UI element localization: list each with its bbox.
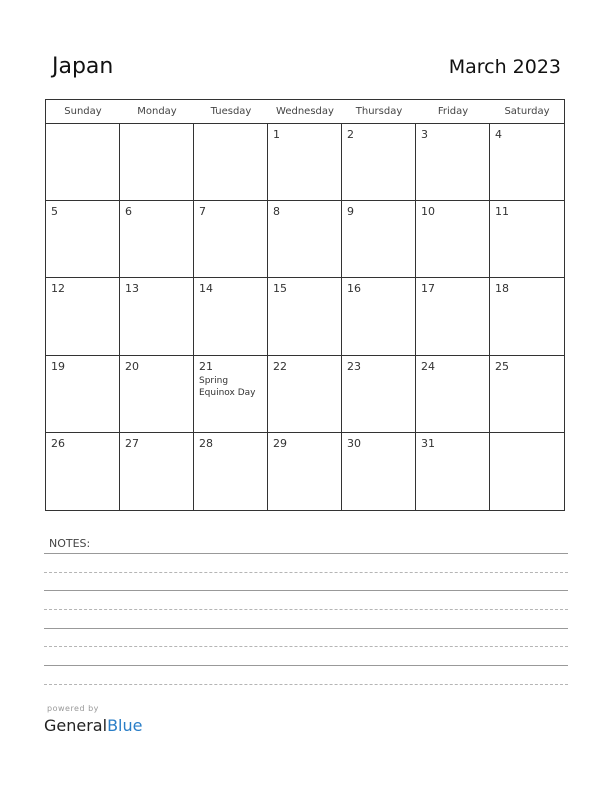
notes-line-dashed — [44, 646, 568, 647]
notes-line — [44, 590, 568, 591]
notes-line-dashed — [44, 684, 568, 685]
day-cell[interactable] — [120, 433, 194, 510]
day-cell[interactable] — [342, 356, 416, 433]
day-cell[interactable] — [194, 356, 268, 433]
day-number: 23 — [347, 359, 361, 373]
day-number: 4 — [495, 128, 502, 141]
weekday-header-sunday: Sunday — [46, 100, 120, 124]
weekday-header-wednesday: Wednesday — [268, 100, 342, 124]
notes-label: NOTES: — [49, 537, 91, 550]
country-title: Japan — [52, 54, 114, 79]
day-number: 14 — [199, 282, 213, 296]
day-number: 25 — [495, 359, 509, 373]
calendar-grid — [45, 99, 565, 511]
day-number: 20 — [125, 359, 139, 373]
notes-line — [44, 665, 568, 666]
notes-line — [44, 628, 568, 629]
day-number: 24 — [421, 359, 435, 373]
day-number: 8 — [273, 205, 280, 219]
day-cell[interactable] — [490, 356, 564, 433]
day-number: 18 — [495, 282, 509, 296]
day-cell[interactable] — [342, 278, 416, 355]
day-cell[interactable] — [194, 201, 268, 278]
day-cell[interactable] — [342, 433, 416, 510]
day-cell[interactable] — [120, 201, 194, 278]
day-number: 5 — [51, 205, 58, 219]
day-cell[interactable] — [490, 201, 564, 278]
day-cell[interactable] — [490, 124, 564, 201]
day-cell[interactable] — [416, 356, 490, 433]
weekday-header-friday: Friday — [416, 100, 490, 124]
day-number: 17 — [421, 282, 435, 296]
day-cell[interactable] — [268, 124, 342, 201]
day-number: 12 — [51, 282, 65, 296]
generalblue-logo[interactable] — [44, 716, 142, 735]
day-number: 1 — [273, 128, 280, 141]
day-cell[interactable] — [120, 124, 194, 201]
day-number: 11 — [495, 205, 509, 219]
day-number: 13 — [125, 282, 139, 296]
day-number: 15 — [273, 282, 287, 296]
day-number: 19 — [51, 359, 65, 373]
day-number: 28 — [199, 436, 213, 450]
day-number: 10 — [421, 205, 435, 219]
day-cell[interactable] — [194, 278, 268, 355]
day-cell[interactable] — [268, 278, 342, 355]
day-cell[interactable] — [416, 124, 490, 201]
notes-line-dashed — [44, 609, 568, 610]
powered-by-label: powered by — [47, 704, 99, 713]
day-number: 7 — [199, 205, 206, 219]
day-cell[interactable] — [46, 278, 120, 355]
day-number: 3 — [421, 128, 428, 141]
day-cell[interactable] — [268, 201, 342, 278]
day-cell[interactable] — [194, 433, 268, 510]
brand-general-text: General — [44, 716, 108, 735]
weekday-header-saturday: Saturday — [490, 100, 564, 124]
day-number: 31 — [421, 436, 435, 450]
brand-blue-text: Blue — [107, 716, 143, 735]
notes-line-dashed — [44, 572, 568, 573]
weekday-header-tuesday: Tuesday — [194, 100, 268, 124]
weekday-header-thursday: Thursday — [342, 100, 416, 124]
day-cell[interactable] — [46, 356, 120, 433]
month-year-title: March 2023 — [448, 56, 561, 78]
day-cell[interactable] — [268, 433, 342, 510]
day-cell[interactable] — [416, 433, 490, 510]
day-number: 26 — [51, 436, 65, 450]
holiday-label: Spring Equinox Day — [199, 375, 256, 398]
day-number: 30 — [347, 436, 361, 450]
day-number: 21 — [199, 359, 213, 373]
day-cell[interactable] — [416, 201, 490, 278]
day-cell[interactable] — [342, 124, 416, 201]
day-number: 16 — [347, 282, 361, 296]
day-number: 9 — [347, 205, 354, 219]
day-number: 27 — [125, 436, 139, 450]
day-cell[interactable] — [120, 356, 194, 433]
day-number: 6 — [125, 205, 132, 219]
day-cell[interactable] — [194, 124, 268, 201]
day-cell[interactable] — [120, 278, 194, 355]
day-cell[interactable] — [490, 433, 564, 510]
day-cell[interactable] — [416, 278, 490, 355]
day-cell[interactable] — [46, 124, 120, 201]
day-number: 29 — [273, 436, 287, 450]
day-cell[interactable] — [46, 201, 120, 278]
weekday-header-monday: Monday — [120, 100, 194, 124]
day-cell[interactable] — [490, 278, 564, 355]
day-cell[interactable] — [46, 433, 120, 510]
day-number: 2 — [347, 128, 354, 141]
day-cell[interactable] — [342, 201, 416, 278]
notes-line — [44, 553, 568, 554]
day-cell[interactable] — [268, 356, 342, 433]
day-number: 22 — [273, 359, 287, 373]
